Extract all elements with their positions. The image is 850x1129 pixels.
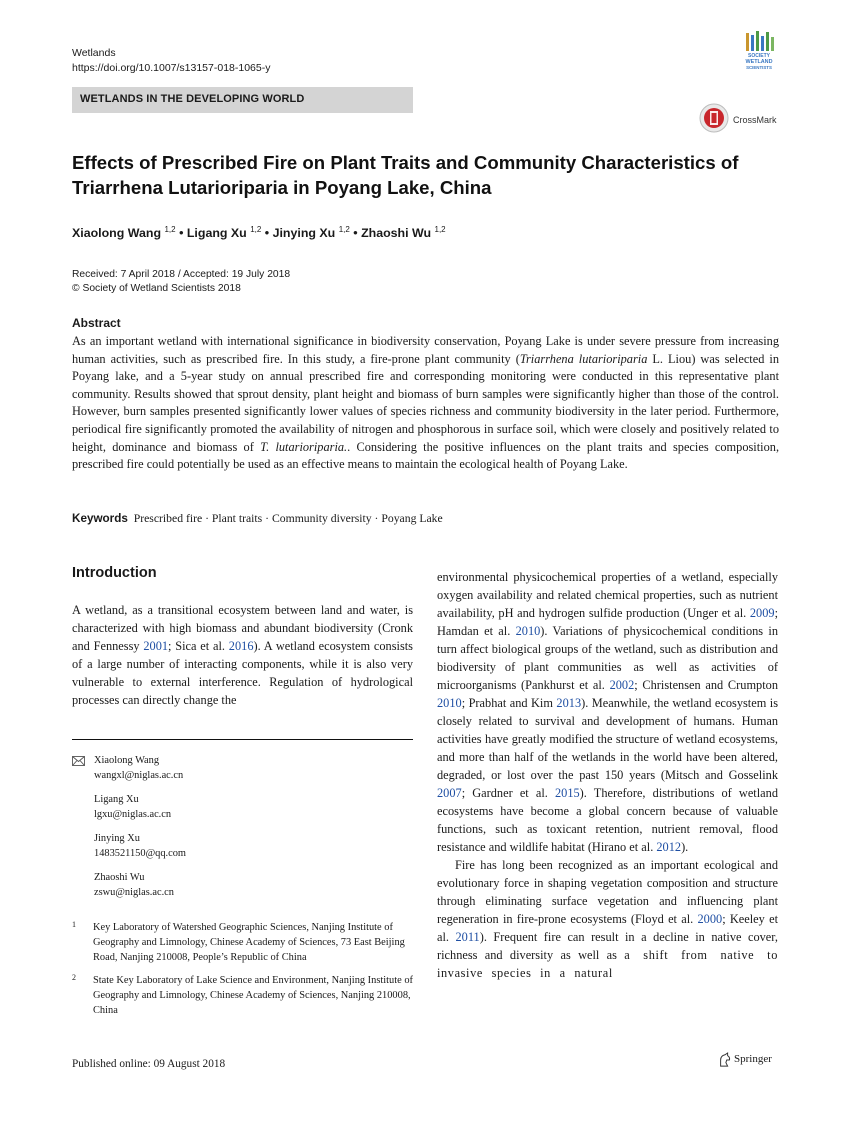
svg-text:SCIENTISTS: SCIENTISTS (746, 65, 772, 70)
affiliation-number: 2 (72, 973, 76, 982)
section-label: WETLANDS IN THE DEVELOPING WORLD (80, 93, 305, 105)
contact-entry (72, 792, 413, 822)
abstract-text: As an important wetland with international significance in biodiversity conservation, Poyang Lake is under severe pressure from increasing human activities, such as prescribed fire. In this study, a fire-prone plant community (Triarrhena lutarioriparia L. Liou) was selected in Poyang lake, and a 5-year study on annual prescribed fire and corresponding monitoring were conducted in this representative plant community. Results showed that sprout density, plant height and biomass of burn samples were significantly higher than those of the control. However, burn samples presented significantly lower values of species richness and community biodiversity in the later period. Furthermore, periodical fire significantly promoted the availability of nitrogen and phosphorous in surface soil, which were closely and positively related to height, dominance and biomass of T. lutarioriparia.. Considering the positive influences on the plant traits and species composition, prescribed fire could potentially be used as an effective means to maintain the ecological health of Poyang Lake. (72, 334, 780, 472)
citation-link[interactable]: 2009 (749, 606, 775, 620)
society-logo (737, 30, 781, 74)
contact-name: Zhaoshi Wu (94, 872, 145, 883)
envelope-icon (72, 756, 85, 766)
citation-link[interactable]: 2012 (656, 840, 682, 854)
contact-name: Xiaolong Wang (94, 755, 160, 766)
citation-link[interactable]: 2011 (455, 930, 480, 944)
svg-text:WETLAND: WETLAND (745, 59, 773, 65)
contact-name: Jinying Xu (94, 833, 140, 844)
citation-link[interactable]: 2000 (697, 912, 723, 926)
copyright-notice: © Society of Wetland Scientists 2018 (72, 283, 241, 294)
citation-link[interactable]: 2007 (437, 786, 462, 800)
doi-link[interactable]: https://doi.org/10.1007/s13157-018-1065-y (72, 62, 271, 74)
contact-email[interactable]: 1483521150@qq.com (94, 848, 187, 859)
published-date: Published online: 09 August 2018 (72, 1058, 226, 1070)
publisher-name: Springer (734, 1053, 772, 1065)
article-title: Effects of Prescribed Fire on Plant Traits and Community Characteristics of Triarrhena Lutarioriparia in Poyang Lake, China (72, 152, 739, 198)
contact-email[interactable]: zswu@niglas.ac.cn (94, 887, 174, 898)
citation-link[interactable]: 2013 (556, 696, 582, 710)
springer-horse-icon (718, 1052, 732, 1068)
author-separator: • (179, 226, 184, 240)
affiliation-entry (72, 973, 413, 1018)
author-separator: • (353, 226, 358, 240)
citation-link[interactable]: 2015 (554, 786, 580, 800)
contact-email[interactable]: lgxu@niglas.ac.cn (94, 809, 172, 820)
crossmark-label[interactable]: CrossMark (733, 115, 777, 125)
contact-entry (72, 753, 413, 783)
citation-link[interactable]: 2002 (609, 678, 635, 692)
author-name[interactable]: Xiaolong Wang (72, 226, 162, 240)
contact-entry (72, 870, 413, 900)
author-affiliation: 1,2 (164, 225, 176, 234)
svg-text:SOCIETY: SOCIETY (748, 53, 770, 59)
species-name: Triarrhena lutarioriparia (519, 351, 648, 366)
affiliation-text: Key Laboratory of Watershed Geographic Sciences, Nanjing Institute of Geography and Limnology, Chinese Academy of Sciences, 73 East Beijing Road, Nanjing 210008, People’s Republic of China (93, 922, 405, 963)
species-name: T. lutarioriparia. (260, 439, 348, 454)
author-affiliation: 1,2 (434, 225, 446, 234)
keywords-line (72, 512, 443, 525)
contact-name: Ligang Xu (94, 794, 139, 805)
citation-link[interactable]: 2010 (515, 624, 541, 638)
introduction-left-text: A wetland, as a transitional ecosystem between land and water, is characterized with high biomass and abundant biodiversity (Cronk and Fennessy 2001; Sica et al. 2016). A wetland ecosystem consists of a large number of interacting components, while it is also very vulnerable to external interference. Regulation of hydrological processes can directly change the (72, 603, 413, 707)
abstract-heading: Abstract (72, 316, 121, 330)
citation-link[interactable]: 2016 (228, 639, 254, 653)
affiliation-entry (72, 920, 413, 965)
keywords-heading: Keywords (72, 512, 128, 525)
keywords-list: Prescribed fire · Plant traits · Community diversity · Poyang Lake (133, 512, 443, 525)
footnote-divider (72, 739, 413, 740)
journal-name: Wetlands (72, 47, 116, 59)
author-affiliation: 1,2 (338, 225, 350, 234)
citation-link[interactable]: 2010 (437, 696, 462, 710)
citation-link[interactable]: 2001 (143, 639, 169, 653)
introduction-heading: Introduction (72, 565, 157, 581)
author-affiliation: 1,2 (250, 225, 262, 234)
affiliation-text: State Key Laboratory of Lake Science and Environment, Nanjing Institute of Geography and Limnology, Chinese Academy of Sciences, Nanjing 210008, China (93, 975, 413, 1016)
author-name[interactable]: Zhaoshi Wu (361, 226, 432, 240)
contact-entry (72, 831, 413, 861)
author-list (72, 225, 446, 240)
affiliations (72, 920, 413, 1026)
received-dates: Received: 7 April 2018 / Accepted: 19 July 2018 (72, 269, 291, 280)
corresponding-contacts (72, 753, 413, 909)
society-logo-mark (746, 31, 774, 51)
author-separator: • (264, 226, 270, 240)
contact-email[interactable]: wangxl@niglas.ac.cn (94, 770, 184, 781)
author-name[interactable]: Ligang Xu (186, 226, 247, 240)
introduction-right-text: environmental physicochemical properties of a wetland, especially oxygen availability and related chemical properties, such as nutrient availability, pH and hydrogen sulfide production (Unger et al. 2009; Hamdan et al. 2010). Variations of physicochemical conditions in turn affect biological groups of the wetland, such as distribution and biodiversity of plant communities as well as activities of microorganisms (Pankhurst et al. 2002; Christensen and Crumpton 2010; Prabhat and Kim 2013). Meanwhile, the wetland ecosystem is closely related to survival and development of humans. Human activities have greatly modified the structure of wetland ecosystems, and more than half of the wetlands in the world have been altered, degraded, or lost over the past 150 years (Mitsch and Gosselink 2007; Gardner et al. 2015). Therefore, distributions of wetland ecosystems have become a global concern because of valuable functions, such as toxicant retention, nutrient removal, flood resistance and wildlife habitat (Hirano et al. 2012). Fire has long been recognized as an important ecological and evolutionary force in shaping vegetation composition and structure through eliminating surface vegetation and influencing plant regeneration in fire-prone ecosystems (Floyd et al. 2000; Keeley et al. 2011). Frequent fire can result in a decline in native cover, richness and diversity as well as a shift from native to invasive species in a natural (437, 570, 779, 980)
author-name[interactable]: Jinying Xu (272, 226, 336, 240)
affiliation-number: 1 (72, 920, 76, 929)
